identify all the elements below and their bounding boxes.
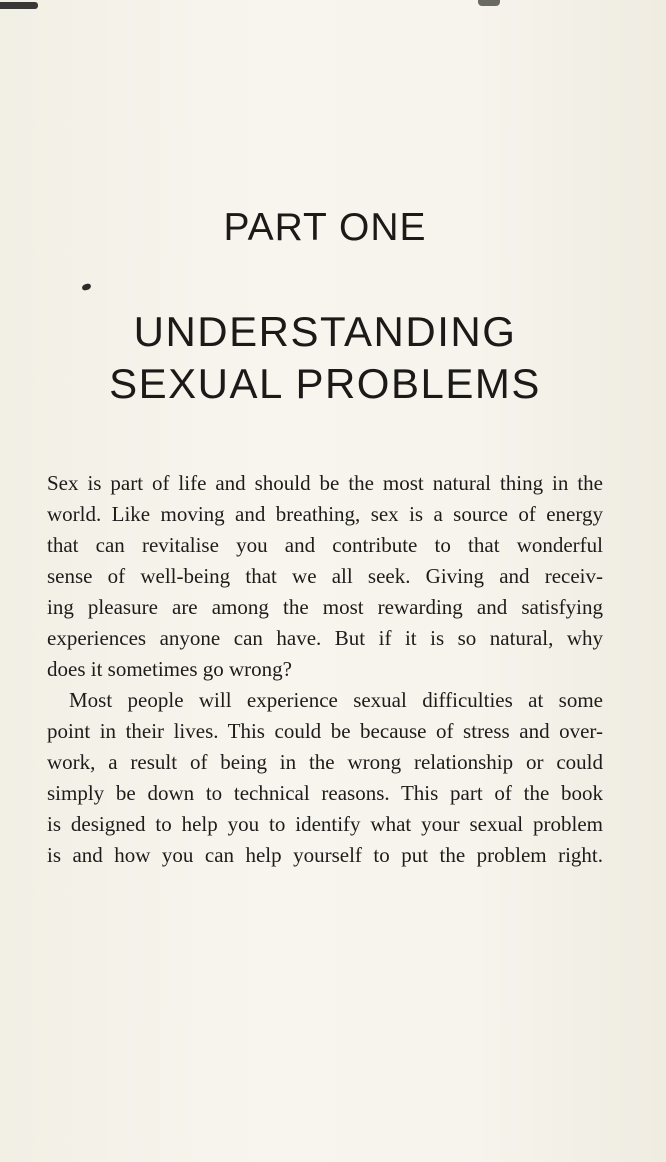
text-line: point in their lives. This could be because of stress and over- xyxy=(47,719,603,743)
body-text xyxy=(47,468,603,871)
page-edge-mark xyxy=(478,0,500,6)
text-line: experiences anyone can have. But if it is so natural, why xyxy=(47,626,603,650)
text-line: world. Like moving and breathing, sex is a source of energy xyxy=(47,502,603,526)
text-line: sense of well-being that we all seek. Giving and receiv- xyxy=(47,564,603,588)
text-line: work, a result of being in the wrong relationship or could xyxy=(47,750,603,774)
text-line: that can revitalise you and contribute to that wonderful xyxy=(47,533,603,557)
text-line: does it sometimes go wrong? xyxy=(47,657,292,681)
page-edge-mark xyxy=(0,2,38,9)
paragraph xyxy=(47,468,603,685)
part-title-line: SEXUAL PROBLEMS xyxy=(109,360,541,407)
text-line: simply be down to technical reasons. This part of the book xyxy=(47,781,603,805)
text-line: ing pleasure are among the most rewarding and satisfying xyxy=(47,595,603,619)
ink-speck xyxy=(81,283,91,291)
part-title-line: UNDERSTANDING xyxy=(133,308,517,355)
paragraph xyxy=(47,685,603,871)
part-label: PART ONE xyxy=(223,206,427,249)
text-line: is and how you can help yourself to put the problem right. xyxy=(47,843,603,867)
text-line: Most people will experience sexual difficulties at some xyxy=(69,688,603,712)
part-title xyxy=(0,306,650,410)
text-line: is designed to help you to identify what your sexual problem xyxy=(47,812,603,836)
text-line: Sex is part of life and should be the most natural thing in the xyxy=(47,471,603,495)
